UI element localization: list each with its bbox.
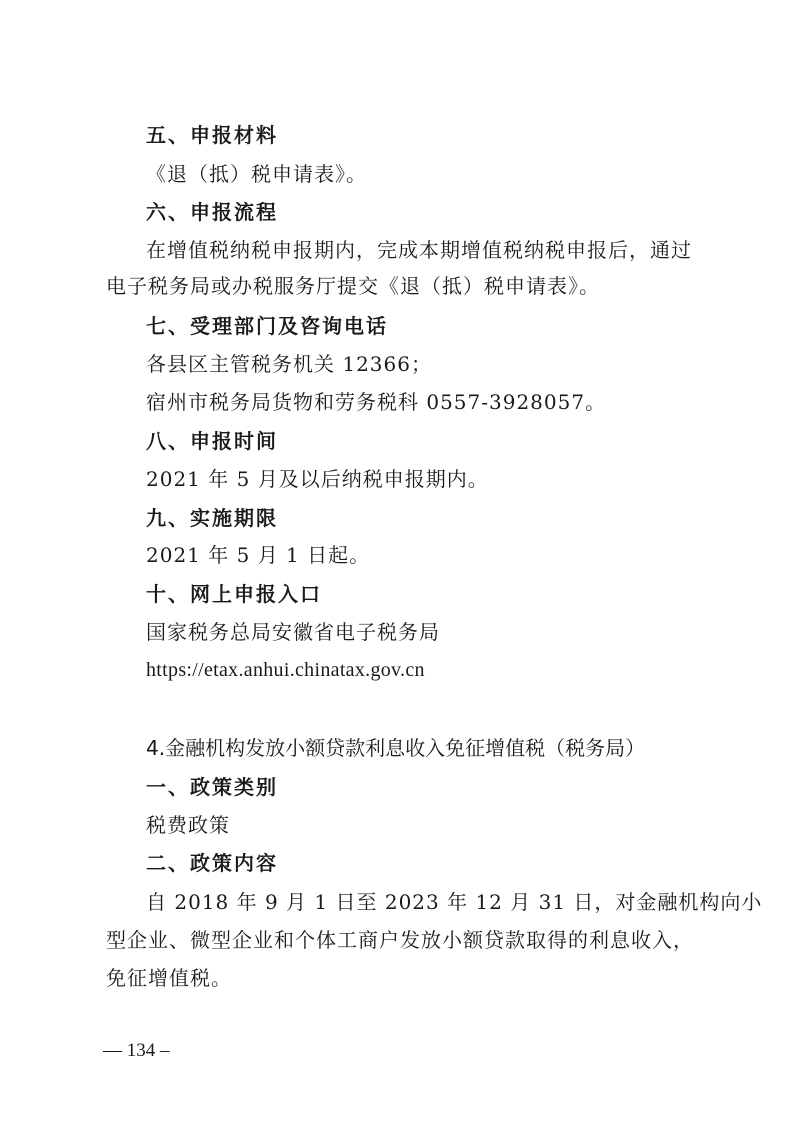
section-heading-dept: 七、受理部门及咨询电话 xyxy=(146,314,388,338)
dept-text-line-1: 各县区主管税务机关 12366； xyxy=(146,352,432,376)
time-text: 2021 年 5 月及以后纳税申报期内。 xyxy=(146,467,489,491)
content-text-line-3: 免征增值税。 xyxy=(106,966,232,990)
content-text-line-2: 型企业、微型企业和个体工商户发放小额贷款取得的利息收入， xyxy=(106,928,694,952)
period-text: 2021 年 5 月 1 日起。 xyxy=(146,543,371,567)
content-text-line-1: 自 2018 年 9 月 1 日至 2023 年 12 月 31 日，对金融机构向小 xyxy=(146,890,763,914)
section-heading-category: 一、政策类别 xyxy=(146,775,278,799)
portal-text: 国家税务总局安徽省电子税务局 xyxy=(146,620,440,644)
process-text-line-1: 在增值税纳税申报期内，完成本期增值税纳税申报后，通过 xyxy=(146,238,692,262)
section-heading-process: 六、申报流程 xyxy=(146,200,278,224)
category-text: 税费政策 xyxy=(146,813,230,837)
policy-title: 4.金融机构发放小额贷款利息收入免征增值税（税务局） xyxy=(146,736,646,760)
dept-text-line-2: 宿州市税务局货物和劳务税科 0557-3928057。 xyxy=(146,390,607,414)
section-heading-time: 八、申报时间 xyxy=(146,429,278,453)
page-number: — 134 – xyxy=(103,1040,170,1061)
materials-text: 《退（抵）税申请表》。 xyxy=(146,162,367,186)
process-text-line-2: 电子税务局或办税服务厅提交《退（抵）税申请表》。 xyxy=(106,274,600,298)
section-heading-content: 二、政策内容 xyxy=(146,851,278,875)
section-heading-period: 九、实施期限 xyxy=(146,506,278,530)
portal-url: https://etax.anhui.chinatax.gov.cn xyxy=(146,659,425,681)
section-heading-portal: 十、网上申报入口 xyxy=(146,582,322,606)
section-heading-materials: 五、申报材料 xyxy=(146,123,278,147)
